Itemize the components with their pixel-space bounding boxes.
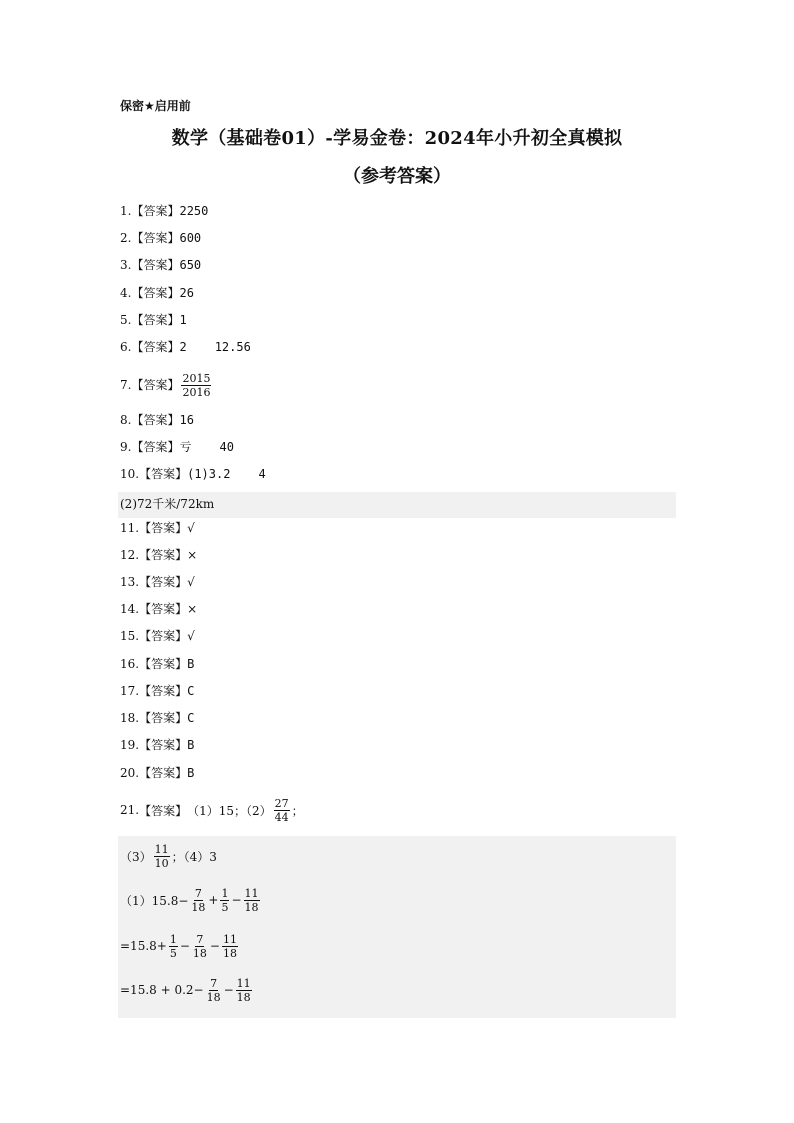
fraction: $\frac{7}{18}$ bbox=[206, 976, 221, 1004]
fraction: $\frac{7}{18}$ bbox=[191, 886, 206, 914]
fraction: $\frac{11}{10}$ bbox=[154, 842, 169, 870]
answer-line: 3.【答案】650 bbox=[120, 258, 202, 272]
answer-line: 19.【答案】B bbox=[120, 738, 195, 752]
fraction: $\frac{1}{5}$ bbox=[221, 886, 229, 914]
answer-line: 12.【答案】× bbox=[120, 548, 198, 562]
fraction: $\frac{27}{44}$ bbox=[274, 796, 289, 824]
answer-line: 7.【答案】 $\frac{2015}{2016}$ bbox=[120, 372, 211, 399]
answer-line: 14.【答案】× bbox=[120, 602, 198, 616]
answer-line: 13.【答案】√ bbox=[120, 575, 195, 589]
answer-continuation: (2)72千米/72km bbox=[120, 497, 215, 511]
fraction: $\frac{7}{18}$ bbox=[192, 932, 207, 960]
answer-line: 9.【答案】亏 40 bbox=[120, 440, 234, 454]
check-icon: √ bbox=[187, 575, 195, 589]
answer-line: 10.【答案】(1)3.2 4 bbox=[120, 467, 266, 481]
fraction: $\frac{11}{18}$ bbox=[222, 932, 237, 960]
answer-line: 15.【答案】√ bbox=[120, 629, 195, 643]
answer-line: 8.【答案】16 bbox=[120, 413, 194, 427]
check-icon: √ bbox=[187, 521, 195, 535]
solution-line: （1）15.8− $\frac{7}{18}$ + $\frac{1}{5}$ − $\frac{11}{18}$ bbox=[120, 886, 259, 914]
fraction: $\frac{11}{18}$ bbox=[236, 976, 251, 1004]
check-icon: √ bbox=[187, 629, 195, 643]
answer-line: 5.【答案】1 bbox=[120, 313, 187, 327]
answer-line: 6.【答案】2 12.56 bbox=[120, 340, 251, 354]
fraction: $\frac{2015}{2016}$ bbox=[182, 372, 211, 399]
answer-line: 16.【答案】B bbox=[120, 657, 195, 671]
answer-line-21: 21. 【答案】 （1）15；（2） $\frac{27}{44}$ ； bbox=[120, 796, 304, 824]
document-subtitle: （参考答案） bbox=[343, 166, 451, 187]
confidential-label: 保密★启用前 bbox=[120, 99, 191, 113]
cross-icon: × bbox=[187, 548, 198, 562]
answer-line: 11.【答案】√ bbox=[120, 521, 195, 535]
fraction: $\frac{11}{18}$ bbox=[244, 886, 259, 914]
answer-line: 2.【答案】600 bbox=[120, 231, 202, 245]
solution-line: =15.8 + 0.2− $\frac{7}{18}$ − $\frac{11}{18}$ bbox=[120, 976, 251, 1004]
answer-line: 18.【答案】C bbox=[120, 711, 195, 725]
cross-icon: × bbox=[187, 602, 198, 616]
answer-line: 4.【答案】26 bbox=[120, 286, 194, 300]
answer-line: 1.【答案】2250 bbox=[120, 204, 209, 218]
answer-line: 17.【答案】C bbox=[120, 684, 195, 698]
fraction: $\frac{1}{5}$ bbox=[169, 932, 177, 960]
solution-line: =15.8+ $\frac{1}{5}$ − $\frac{7}{18}$ − $\frac{11}{18}$ bbox=[120, 932, 237, 960]
document-title: 数学（基础卷01）-学易金卷：2024年小升初全真模拟 bbox=[171, 128, 623, 149]
solution-line: （3） $\frac{11}{10}$ ；（4）3 bbox=[120, 842, 217, 870]
answer-line: 20.【答案】B bbox=[120, 766, 195, 780]
